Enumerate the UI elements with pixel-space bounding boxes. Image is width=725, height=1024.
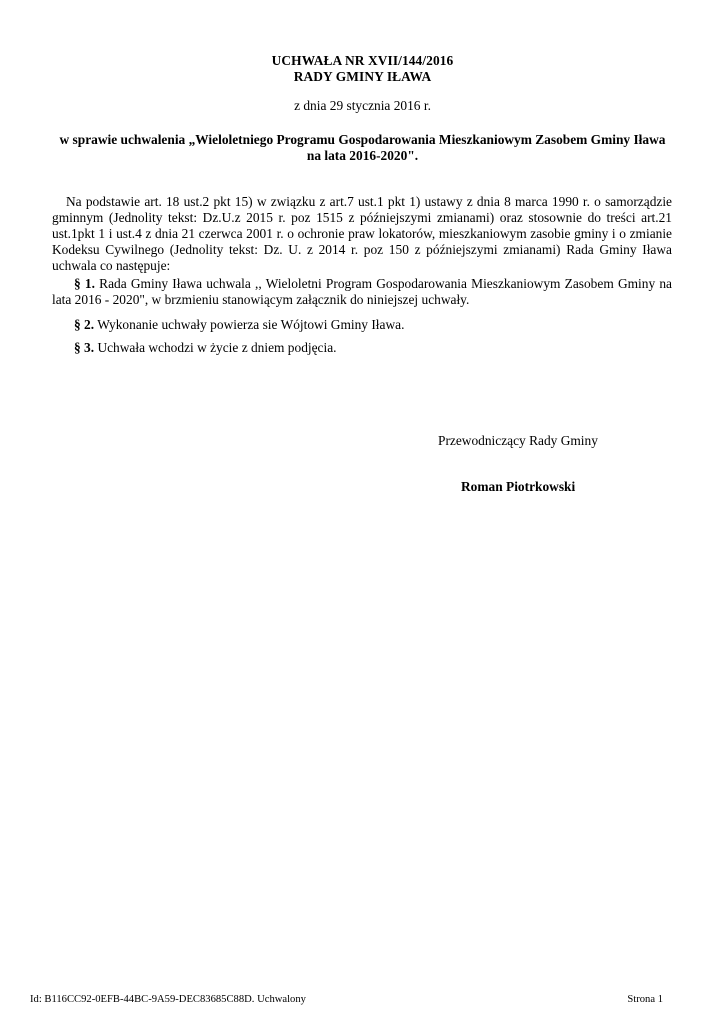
issuer-name: RADY GMINY IŁAWA (293, 69, 432, 84)
paragraph-3 (52, 340, 672, 356)
page-number: Strona 1 (627, 994, 663, 1005)
subject-line-1: w sprawie uchwalenia „Wieloletniego Programu Gospodarowania Mieszkaniowym Zasobem Gminy Iława (59, 132, 666, 147)
document-header (0, 53, 725, 85)
paragraph-text: Uchwała wchodzi w życie z dniem podjęcia. (94, 340, 337, 355)
paragraph-text: Rada Gminy Iława uchwala ,, Wieloletni Program Gospodarowania Mieszkaniowym Zasobem Gminy na lata 2016 - 2020", w brzmieniu stanowiącym załącznik do niniejszej uchwały. (52, 276, 672, 307)
signature-name: Roman Piotrkowski (461, 479, 576, 494)
paragraph-1 (52, 276, 672, 308)
paragraph-text: Wykonanie uchwały powierza sie Wójtowi Gminy Iława. (94, 317, 405, 332)
document-subject (50, 132, 675, 164)
paragraph-number: § 3. (74, 340, 95, 355)
document-date: z dnia 29 stycznia 2016 r. (294, 98, 431, 113)
subject-line-2: na lata 2016-2020". (306, 148, 419, 163)
page-footer (30, 993, 663, 1007)
paragraph-number: § 1. (74, 276, 95, 291)
document-id: Id: B116CC92-0EFB-44BC-9A59-DEC83685C88D. Uchwalony (30, 994, 306, 1005)
paragraph-number: § 2. (74, 317, 95, 332)
resolution-number: UCHWAŁA NR XVII/144/2016 (271, 53, 454, 68)
signature-role: Przewodniczący Rady Gminy (438, 433, 598, 448)
preamble-text: Na podstawie art. 18 ust.2 pkt 15) w związku z art.7 ust.1 pkt 1) ustawy z dnia 8 marca 1990 r. o samorządzie gminnym (Jednolity tekst: Dz.U.z 2015 r. poz 1515 z późniejszymi zmianami) oraz stosownie do treści art.21 ust.1pkt 1 i ust.4 z dnia 21 czerwca 2001 r. o ochronie praw lokatorów, mieszkaniowym zasobie gminy i o zmianie Kodeksu Cywilnego (Jednolity tekst: Dz. U. z 2014 r. poz 150 z późniejszymi zmianami) Rada Gminy Iława uchwala co następuje: (52, 194, 672, 273)
paragraph-2 (52, 317, 672, 333)
